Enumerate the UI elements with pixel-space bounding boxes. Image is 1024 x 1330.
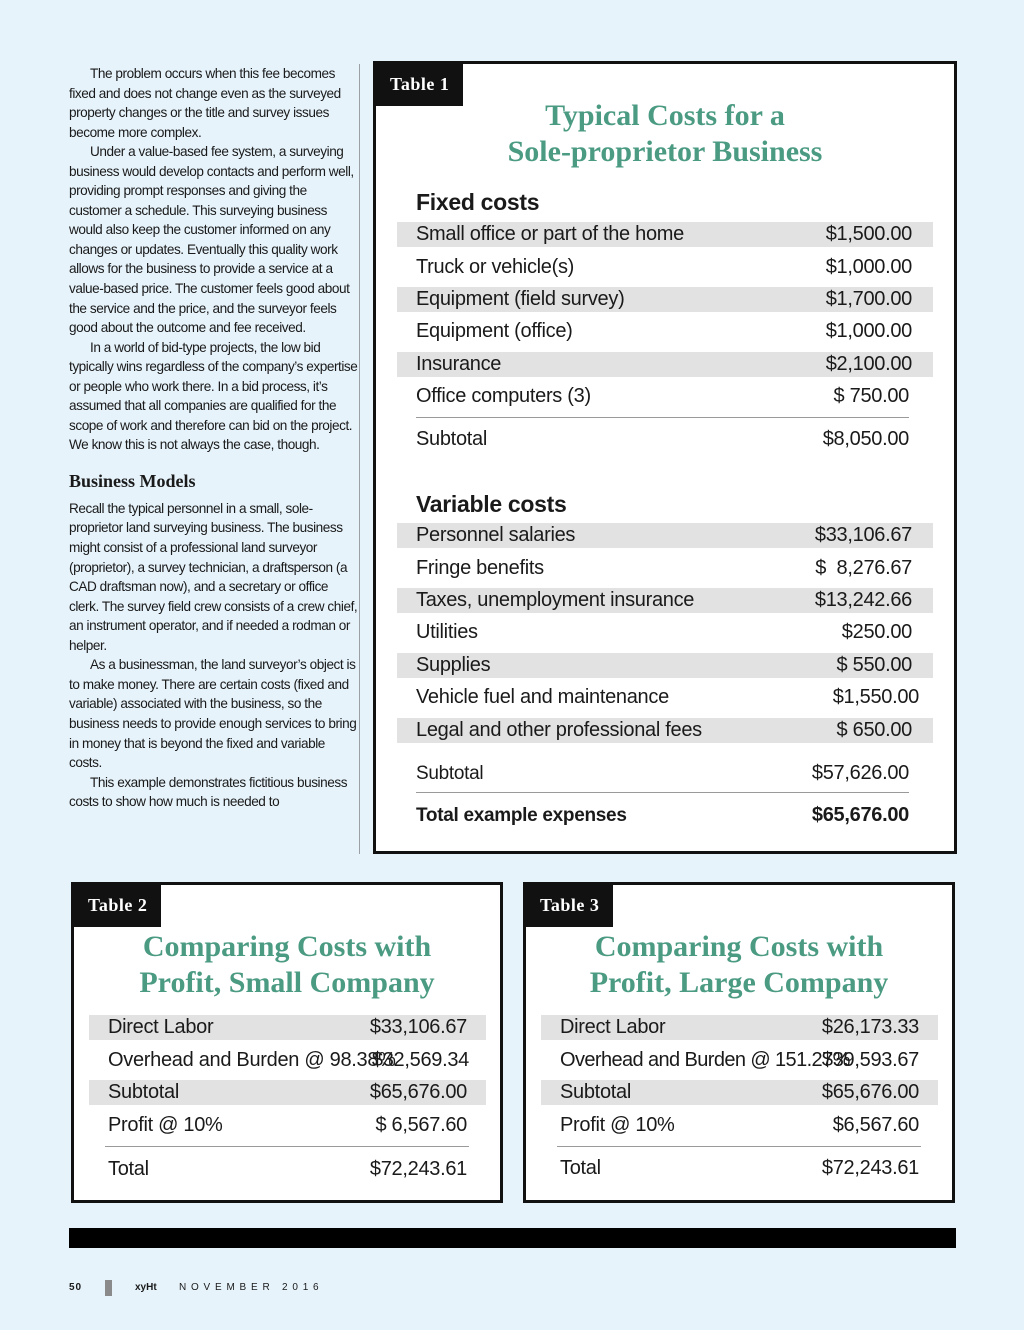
divider [416,417,909,418]
variable-costs-heading: Variable costs [416,491,567,517]
table-2-title-line2: Profit, Small Company [139,966,435,999]
total-expenses-row: Total example expenses $65,676.00 [416,804,909,826]
table-row: Supplies $ 550.00 [397,653,933,678]
divider [557,1146,921,1147]
article-paragraph: The problem occurs when this fee becomes fixed and does not change even as the surveyed property changes or the title and survey issues become more complex. [69,66,341,140]
table-3-title-line2: Profit, Large Company [589,966,889,999]
table-2-title-line1: Comparing Costs with [142,930,432,963]
article-column [69,64,360,854]
table-row: Direct Labor $33,106.67 [89,1015,486,1040]
total-row: Total $72,243.61 [560,1157,919,1179]
fixed-subtotal-row: Subtotal $8,050.00 [416,428,909,450]
table-row: Truck or vehicle(s) $1,000.00 [416,256,912,278]
article-paragraph: In a world of bid-type projects, the low bid typically wins regardless of the company’s expertise or people who work there. In a bid process, it’s assumed that all companies are qualified for the scope of work and therefore can bid on the project. We know this is not always the case, though. [69,339,358,453]
article-paragraph: This example demonstrates fictitious business costs to show how much is needed to [69,774,348,810]
total-row: Total $72,243.61 [108,1158,467,1180]
divider [105,1146,469,1147]
section-heading: Business Models [69,470,196,491]
table-row: Subtotal $65,676.00 [89,1080,486,1105]
folio-separator [105,1280,112,1296]
page-number: 50 [69,1282,83,1293]
table-3 [523,882,955,1203]
divider [416,792,909,793]
table-row: Taxes, unemployment insurance $13,242.66 [397,588,933,613]
footer-bar [69,1228,956,1248]
table-row: Small office or part of the home $1,500.00 [397,222,933,247]
table-row: Utilities $250.00 [416,621,912,643]
table-row: Insurance $2,100.00 [397,352,933,377]
fixed-costs-heading: Fixed costs [416,189,540,215]
table-row: Fringe benefits $ 8,276.67 [416,557,912,579]
table-row: Overhead and Burden @ 98.38% $32,569.34 [108,1049,469,1071]
table-row: Legal and other professional fees $ 650.00 [397,718,933,743]
article-paragraph: As a businessman, the land surveyor’s object is to make money. There are certain costs (fixed and variable) associated with the business, so the business needs to provide enough services to bring in money that is beyond the fixed and variable costs. [69,657,357,771]
table-row: Office computers (3) $ 750.00 [416,385,909,407]
table-row: Subtotal $65,676.00 [541,1080,938,1105]
table-row: Vehicle fuel and maintenance $1,550.00 [416,686,919,708]
table-1-tag: Table 1 [376,64,463,106]
table-3-tag: Table 3 [526,885,613,927]
table-1 [373,61,957,854]
issue-date: N O V E M B E R 2 0 1 6 [179,1282,320,1293]
table-row: Profit @ 10% $ 6,567.60 [108,1114,467,1136]
table-1-title-line1: Typical Costs for a [545,99,785,132]
table-row: Overhead and Burden @ 151.27% $39,593.67 [560,1049,919,1071]
table-1-title-line2: Sole-proprietor Business [507,135,823,168]
table-row: Equipment (field survey) $1,700.00 [397,287,933,312]
table-3-title-line1: Comparing Costs with [594,930,884,963]
table-2-tag: Table 2 [74,885,161,927]
table-row: Direct Labor $26,173.33 [541,1015,938,1040]
article-paragraph: Recall the typical personnel in a small, sole-proprietor land surveying business. The business might consist of a professional land surveyor (proprietor), a survey technician, a draftsperson (a CAD draftsman now), and a secretary or office clerk. The survey field crew consists of a crew chief, an instrument operator, and if needed a rodman or helper. [69,500,358,653]
table-row: Equipment (office) $1,000.00 [416,320,912,342]
table-2 [71,882,503,1203]
table-row: Personnel salaries $33,106.67 [397,523,933,548]
variable-subtotal-row: Subtotal $57,626.00 [416,762,909,784]
table-row: Profit @ 10% $6,567.60 [560,1114,919,1136]
article-paragraph: Under a value-based fee system, a surveying business would develop contacts and perform well, providing prompt responses and giving the customer a schedule. This surveying business would also keep the customer informed on any changes or updates. Eventually this quality work allows for the business to provide a service at a value-based price. The customer feels good about the service and the price, and the surveyor feels good about the outcome and fee received. [69,144,354,336]
magazine-name: xyHt [135,1282,157,1293]
